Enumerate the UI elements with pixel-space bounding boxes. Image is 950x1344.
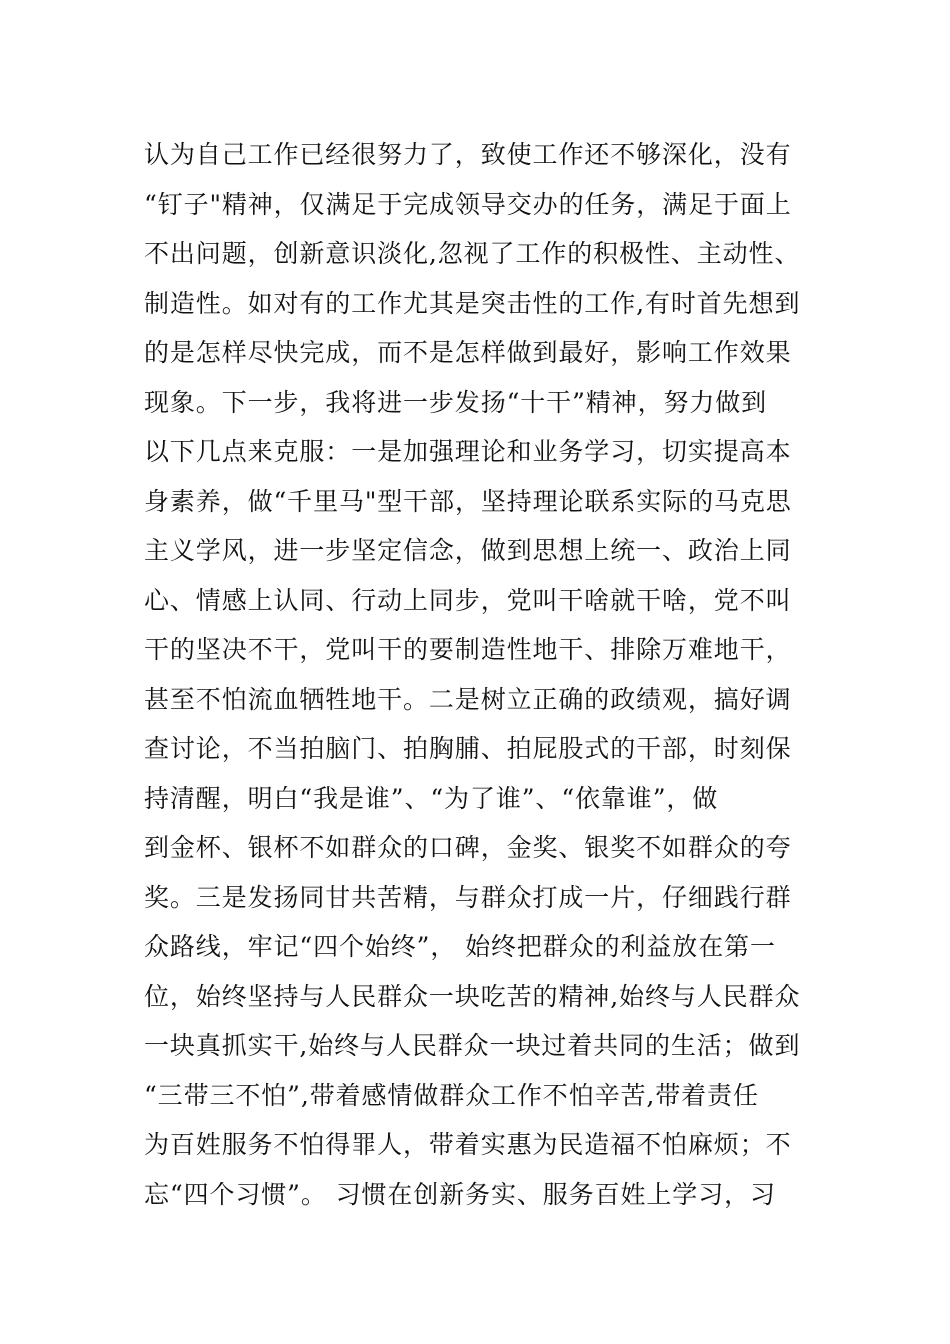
text-line: 现象。下一步，我将进一步发扬“十干”精神，努力做到 (144, 387, 768, 417)
text-line: 查讨论，不当拍脑门、拍胸脯、拍屁股式的干部，时刻保 (144, 734, 792, 763)
text-line: 不出问题，创新意识淡化,忽视了工作的积极性、主动性、 (144, 239, 801, 268)
text-line: 甚至不怕流血牺牲地干。二是树立正确的政绩观，搞好调 (144, 684, 792, 714)
text-line: 为百姓服务不怕得罪人，带着实惠为民造福不怕麻烦；不 (144, 1130, 792, 1159)
text-line: 持清醒，明白“我是谁”、“为了谁”、“依靠谁”，做 (144, 783, 719, 813)
text-line: 一块真抓实干,始终与人民群众一块过着共同的生活；做到 (144, 1031, 801, 1060)
text-line: 的是怎样尽快完成，而不是怎样做到最好，影响工作效果 (144, 338, 792, 367)
text-line: 认为自己工作已经很努力了，致使工作还不够深化，没有 (144, 140, 792, 169)
text-line: 忘“四个习惯”。 习惯在创新务实、服务百姓上学习，习 (144, 1179, 776, 1209)
text-line: 奖。三是发扬同甘共苦精，与群众打成一片，仔细践行群 (144, 882, 792, 912)
text-line: 以下几点来克服：一是加强理论和业务学习，切实提高本 (144, 437, 792, 466)
text-line: 位，始终坚持与人民群众一块吃苦的精神,始终与人民群众 (144, 981, 801, 1011)
text-line: 到金杯、银杯不如群众的口碑，金奖、银奖不如群众的夸 (144, 833, 792, 862)
text-line: “三带三不怕”,带着感情做群众工作不怕辛苦,带着责任 (144, 1080, 759, 1110)
text-line: 制造性。如对有的工作尤其是突击性的工作,有时首先想到 (144, 288, 801, 318)
body-text (144, 130, 814, 1219)
text-line: 心、情感上认同、行动上同步，党叫干啥就干啥，党不叫 (144, 585, 792, 615)
text-line: 主义学风，进一步坚定信念，做到思想上统一、政治上同 (144, 536, 792, 565)
text-line: 众路线，牢记“四个始终”， 始终把群众的利益放在第一 (144, 932, 776, 961)
text-line: 干的坚决不干，党叫干的要制造性地干、排除万难地干， (144, 635, 792, 664)
text-line: “钉子"精神，仅满足于完成领导交办的任务，满足于面上 (144, 189, 792, 219)
text-line: 身素养，做“千里马"型干部，坚持理论联系实际的马克思 (144, 486, 792, 516)
